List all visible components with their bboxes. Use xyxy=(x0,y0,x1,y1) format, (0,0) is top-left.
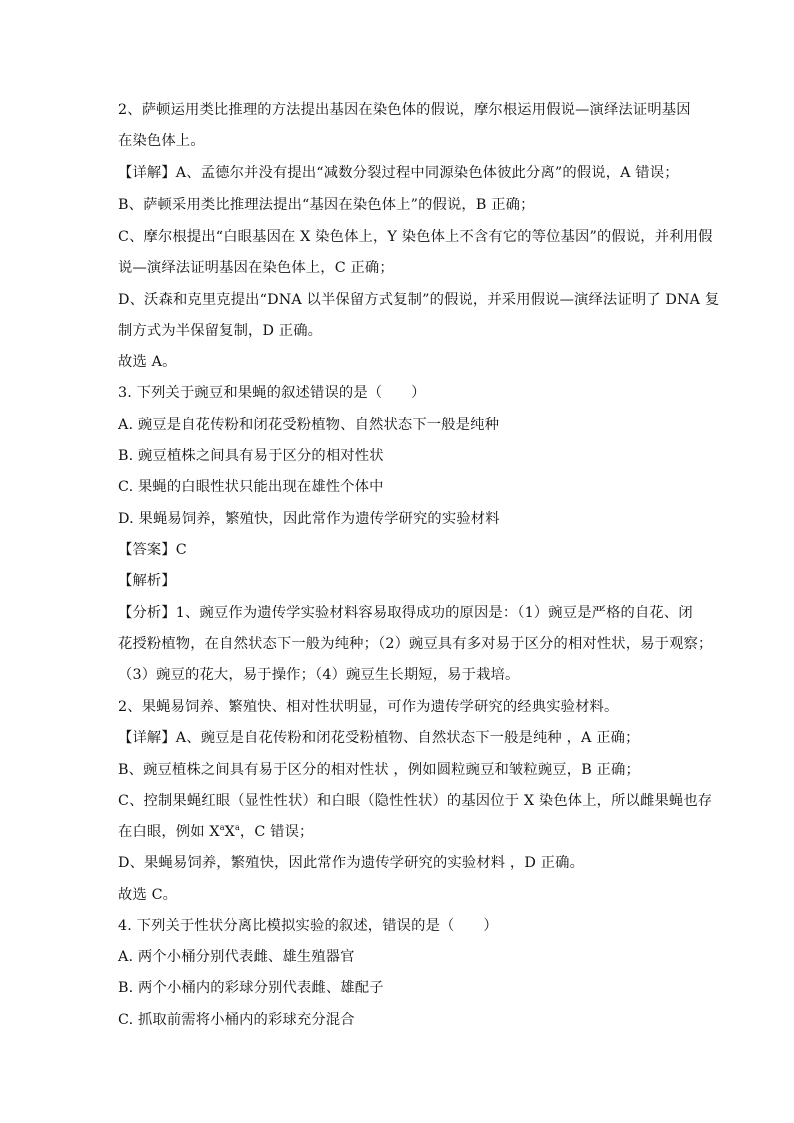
option-c: C. 抓取前需将小桶内的彩球充分混合 xyxy=(118,1012,355,1028)
text-line: 说—演绎法证明基因在染色体上，C 正确； xyxy=(118,260,394,276)
genotype-text: 在白眼，例如 X xyxy=(118,824,220,840)
text-line: （3）豌豆的花大，易于操作；（4）豌豆生长期短，易于栽培。 xyxy=(118,667,520,683)
genotype-text: ，C 错误； xyxy=(239,824,314,840)
genotype-text: X xyxy=(224,824,235,840)
text-line: 花授粉植物，在自然状态下一般为纯种；（2）豌豆具有多对易于区分的相对性状，易于观察； xyxy=(118,636,713,652)
text-line: D、沃森和克里克提出“DNA 以半保留方式复制”的假说，并采用假说—演绎法证明了 DNA 复 xyxy=(118,292,720,308)
text-line: 在染色体上。 xyxy=(118,133,205,149)
text-line: 故选 C。 xyxy=(118,887,178,903)
option-b: B. 豌豆植株之间具有易于区分的相对性状 xyxy=(118,448,384,464)
text-line: C、控制果蝇红眼（显性性状）和白眼（隐性性状）的基因位于 X 染色体上，所以雌果蝇也存 xyxy=(118,793,713,809)
text-line: B、豌豆植株之间具有易于区分的相对性状 ，例如圆粒豌豆和皱粒豌豆，B 正确； xyxy=(118,762,640,778)
option-a: A. 豌豆是自花传粉和闭花受粉植物、自然状态下一般是纯种 xyxy=(118,417,500,433)
text-line: 2、果蝇易饲养、繁殖快、相对性状明显，可作为遗传学研究的经典实验材料。 xyxy=(118,699,619,715)
text-line: 【详解】A、豌豆是自花传粉和闭花受粉植物、自然状态下一般是纯种 ，A 正确； xyxy=(118,730,640,746)
option-a: A. 两个小桶分别代表雌、雄生殖器官 xyxy=(118,949,355,965)
text-line: C、摩尔根提出“白眼基因在 X 染色体上，Y 染色体上不含有它的等位基因”的假说，并利用假 xyxy=(118,229,713,245)
text-line: B、萨顿采用类比推理法提出“基因在染色体上”的假说，B 正确； xyxy=(118,197,535,213)
genotype-line xyxy=(118,822,313,842)
option-d: D. 果蝇易饲养，繁殖快，因此常作为遗传学研究的实验材料 xyxy=(118,511,500,527)
text-line: 【分析】1、豌豆作为遗传学实验材料容易取得成功的原因是：（1）豌豆是严格的自花、闭 xyxy=(118,605,693,621)
genotype-superscript: a xyxy=(234,823,240,832)
option-b: B. 两个小桶内的彩球分别代表雌、雄配子 xyxy=(118,980,384,996)
option-c: C. 果蝇的白眼性状只能出现在雄性个体中 xyxy=(118,479,384,495)
text-line: 【详解】A、孟德尔并没有提出“减数分裂过程中同源染色体彼此分离”的假说，A 错误； xyxy=(118,165,679,181)
question-stem: 4. 下列关于性状分离比模拟实验的叙述，错误的是（ ） xyxy=(118,918,498,934)
text-line: 故选 A。 xyxy=(118,354,177,370)
question-stem: 3. 下列关于豌豆和果蝇的叙述错误的是（ ） xyxy=(118,385,426,401)
answer-line: 【答案】C xyxy=(118,542,187,558)
analysis-heading: 【解析】 xyxy=(118,573,176,589)
text-line: 2、萨顿运用类比推理的方法提出基因在染色体的假说，摩尔根运用假说—演绎法证明基因 xyxy=(118,102,691,118)
text-line: D、果蝇易饲养，繁殖快，因此常作为遗传学研究的实验材料 ，D 正确。 xyxy=(118,855,585,871)
text-line: 制方式为半保留复制，D 正确。 xyxy=(118,323,323,339)
genotype-superscript: a xyxy=(219,823,225,832)
